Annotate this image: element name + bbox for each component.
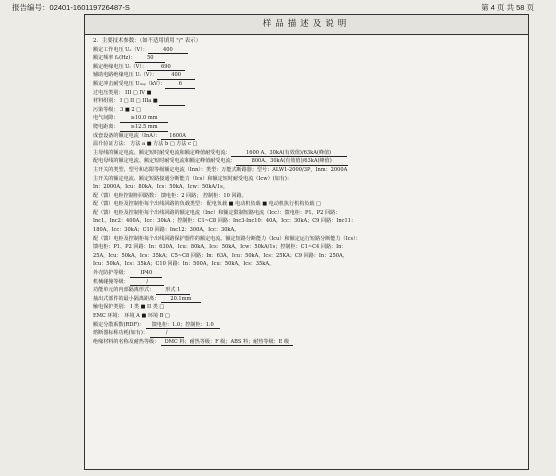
spec-line (93, 140, 520, 149)
spec-line (93, 217, 520, 226)
spec-line (93, 243, 520, 252)
filled-value: 400 (157, 72, 195, 80)
spec-text: 25A，Icu：50kA，Ics：35kA；C5~C8 回路：In：63A，Icu：50kA，Ics：25KA；C9 回路：In：250A， (93, 252, 348, 259)
spec-line (93, 123, 520, 132)
spec-line (93, 200, 520, 209)
spec-text: 额定频率 fₙ(Hz)： (93, 55, 136, 62)
spec-text: 馈电柜：P1、P2 回路：In：630A，Icu：80kA，Ics：50kA，Icw：50kA/1s；控制柜：C1~C4 回路：In： (93, 244, 347, 251)
spec-text: 180A，Icc：30kA；C10 回路：Inc12：300A，Icc：30kA。 (93, 227, 240, 234)
spec-line (93, 157, 520, 166)
document-sheet (84, 14, 529, 470)
spec-line (93, 63, 520, 72)
spec-text: 材料组别： I □ II □ IIIa ■ (93, 98, 160, 105)
spec-line (93, 329, 520, 338)
spec-text: 配（馈）电柜及控制柜每个出线回路的额定电流（Inc）和额定限制短路电流（Icc）：馈电柜：P1、P2 回路： (93, 209, 341, 216)
spec-text: 额定分散系数(RDF)： (93, 321, 146, 328)
filled-value: 800A、30kA(有效值)/63kA(峰值) (236, 158, 348, 166)
spec-line (93, 209, 520, 218)
filled-value: 50 (135, 55, 165, 63)
spec-line (93, 192, 520, 201)
spec-text: Icu：50kA，Ics：35kA；C10 回路：In：500A，Icu：50kA，Ics：35kA。 (93, 261, 275, 268)
spec-text: 额定绝缘电压 Uᵢ（V）： (93, 63, 147, 70)
spec-line (93, 260, 520, 269)
spec-line (93, 166, 520, 175)
filled-value: 1600 A、30kA(有效值)/63kA(峰值) (231, 150, 347, 158)
spec-line (93, 46, 520, 55)
spec-line (93, 132, 520, 141)
filled-value: 6 (165, 81, 195, 89)
filled-value: ≥12.5 mm (120, 124, 168, 132)
spec-line (93, 278, 520, 287)
spec-text: 辅助电路绝缘电压 Uᵢ（V）： (93, 72, 158, 79)
spec-content (85, 35, 528, 346)
spec-text: 主开关的额定电流、额定短路接通分断能力（Ics）和额定短时耐受电流（Icw）(如有)： (93, 175, 292, 182)
spec-text: 污染等级： 3 ■ 2 □ (93, 106, 142, 113)
spec-text: 触电保护类别： I 类 ■ II 类 □ (93, 304, 165, 311)
filled-value: 1600A (161, 133, 195, 141)
page-number: 第 4 页 共 58 页 (481, 3, 534, 12)
spec-line (93, 269, 520, 278)
spec-text: 主开关的类型、型号和态限等级额定电流（Inn）：类型：万能式断路器；型号：ALW1-2000/3P，Inm：2000A (93, 166, 348, 173)
spec-line (93, 89, 520, 98)
spec-line (93, 106, 520, 115)
spec-line (93, 97, 520, 106)
spec-line (93, 235, 520, 244)
spec-text: 配（馈）电柜控制柜回路数： 馈电柜：2 回路； 控制柜：10 回路。 (93, 192, 247, 199)
spec-text: 过电压类别： III □ IV ■ (93, 89, 152, 96)
spec-text: 额定工作电压 Uₑ（V）： (93, 46, 148, 53)
spec-line (93, 252, 520, 261)
spec-rows (93, 46, 520, 347)
spec-line (93, 226, 520, 235)
spec-text: 成套设备的额定电流（InA）： (93, 132, 161, 139)
spec-text: 配电母线的额定电流、额定短时耐受电流和额定峰值耐受电流： (93, 158, 236, 165)
spec-text: 爬电距离： (93, 123, 121, 130)
spec-line (93, 80, 520, 89)
spec-text: 功能单元的内部隔离形式： (93, 287, 156, 294)
spec-text: 绝缘材料的名称及耐热等级： (93, 338, 161, 345)
spec-text: 熔断器标称功耗(如有)： (93, 330, 150, 337)
spec-line (93, 71, 520, 80)
report-header (12, 2, 534, 14)
spec-line (93, 149, 520, 158)
spec-line (93, 303, 520, 312)
spec-line (93, 175, 520, 184)
spec-text: 外壳防护等级： (93, 270, 131, 277)
spec-line (93, 312, 520, 321)
filled-value: / (150, 330, 184, 338)
spec-line (93, 183, 520, 192)
report-number: 报告编号：02401-160119726487-S (12, 3, 130, 12)
spec-text: 机械碰撞等级： (93, 278, 131, 285)
spec-text: 抽出式部件的最小隔离距离： (93, 295, 161, 302)
spec-text: 配（馈）电柜及控制柜每个出线回路保护器件的额定电流、额定短路分断能力（Icu）和额定运行短路分断能力（Ics）： (93, 235, 361, 242)
spec-line (93, 338, 520, 347)
spec-text: Inc1、Inc2：400A，Icc：30kA ；控制柜：C1~C8 回路：Inc3-Inc10：40A，Icc：30kA；C9 回路：Inc11： (93, 218, 357, 225)
filled-value: ≥10.0 mm (120, 115, 168, 123)
filled-value: / (130, 279, 164, 287)
spec-text: 主母线的额定电流、额定短时耐受电流和额定峰值耐受电流： (93, 149, 231, 156)
spec-line (93, 114, 520, 123)
filled-value: 20.1mm (161, 296, 201, 304)
section-heading: 2．主要技术参数：（如不适用填用 "/" 表示） (93, 38, 201, 44)
spec-line (93, 286, 520, 295)
filled-value: 690 (147, 64, 185, 72)
spec-line (93, 54, 520, 63)
spec-line (93, 321, 520, 330)
sheet-title: 样品描述及说明 (85, 15, 528, 35)
filled-value: 形式 1 (156, 287, 190, 295)
spec-text: 额定冲击耐受电压 Uᵢₘₚ（kV）： (93, 80, 166, 87)
filled-value: DMC 料；耐热等级：F 级；ABS 料；耐热等级：E 级 (161, 339, 293, 347)
filled-value: 馈电柜：1.0；控制柜：1.0 (146, 322, 220, 330)
spec-text: In：2000A，Icu：80kA，Ics：50kA，Icw：50kA/1s。 (93, 184, 228, 191)
filled-value: 400 (148, 47, 188, 55)
filled-value: IP40 (130, 270, 162, 278)
spec-text: 温升验证方法： 方法 a ■ 方法 b □ 方法 c □ (93, 141, 198, 148)
spec-line (93, 295, 520, 304)
filled-value (159, 98, 185, 106)
spec-text: 电气间隙： (93, 115, 121, 122)
spec-text: EMC 环境： 环境 A ■ 环境 B □ (93, 313, 170, 319)
spec-text: 配（馈）电柜及控制柜每个出线回路的负载类型： 配电负载 ■ 电动机负载 ■ 电动机执行机构负载 □ (93, 201, 321, 208)
